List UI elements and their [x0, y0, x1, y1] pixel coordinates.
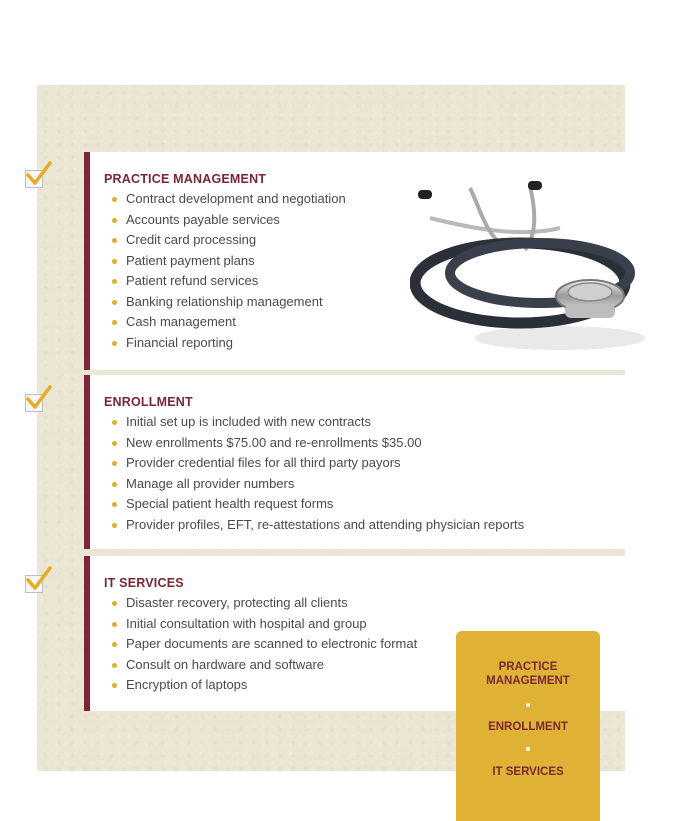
stethoscope-image: [410, 178, 650, 358]
item-list: [116, 593, 417, 696]
ear-tip: [528, 181, 542, 190]
summary-panel: [456, 631, 600, 821]
shadow: [475, 326, 645, 350]
list-item: [116, 333, 346, 354]
list-item: [116, 189, 346, 210]
list-item: [116, 453, 524, 474]
list-item: [116, 634, 417, 655]
item-text: Contract development and negotiation: [126, 191, 346, 206]
item-list: [116, 412, 524, 535]
item-text: Patient payment plans: [126, 252, 255, 268]
list-item: [116, 614, 417, 635]
bullet-icon: [112, 663, 117, 668]
diaphragm: [568, 283, 612, 301]
bullet-icon: [112, 197, 117, 202]
item-text: Patient refund services: [126, 273, 259, 288]
item-text: Consult on hardware and software: [126, 656, 325, 672]
item-text: Financial reporting: [126, 334, 233, 350]
list-item: [116, 593, 417, 614]
section-enrollment: [84, 375, 625, 549]
item-text: Manage all provider numbers: [126, 475, 295, 491]
item-text: Paper documents are scanned to electronic format: [126, 636, 418, 651]
bullet-icon: [112, 482, 117, 487]
list-item: [116, 494, 524, 515]
item-text: Accounts payable services: [126, 211, 280, 227]
list-item: [116, 412, 524, 433]
chestpiece-base: [565, 304, 615, 318]
bullet-icon: [112, 218, 117, 223]
checkmark-icon: [25, 167, 47, 189]
dot-separator: [526, 747, 530, 751]
bullet-icon: [112, 320, 117, 325]
item-text: New enrollments $75.00 and re-enrollments $35.00: [126, 434, 422, 450]
ear-tip: [418, 190, 432, 199]
item-text: Special patient health request forms: [126, 496, 334, 511]
bullet-icon: [112, 683, 117, 688]
section-title: ENROLLMENT: [104, 395, 193, 409]
item-text: Banking relationship management: [126, 293, 323, 309]
earpiece-tube: [430, 218, 560, 232]
list-item: [116, 474, 524, 495]
list-item: [116, 312, 346, 333]
panel-item-practice-management: [456, 660, 600, 688]
bullet-icon: [112, 341, 117, 346]
bullet-icon: [112, 238, 117, 243]
list-item: [116, 292, 346, 313]
panel-item-line: PRACTICE: [498, 661, 558, 673]
checkmark-glyph: [25, 160, 53, 188]
bullet-icon: [112, 502, 117, 507]
list-item: [116, 271, 346, 292]
checkmark-icon: [25, 391, 47, 413]
item-text: Provider credential files for all third party payors: [126, 455, 401, 470]
list-item: [116, 655, 417, 676]
panel-item-line: MANAGEMENT: [486, 675, 570, 687]
bullet-icon: [112, 601, 117, 606]
section-title: IT SERVICES: [104, 576, 184, 590]
bullet-icon: [112, 461, 117, 466]
checkmark-glyph: [25, 384, 53, 412]
list-item: [116, 210, 346, 231]
bullet-icon: [112, 622, 117, 627]
bullet-icon: [112, 642, 117, 647]
list-item: [116, 515, 524, 536]
checkmark-glyph: [25, 565, 53, 593]
dot-separator: [526, 703, 530, 707]
list-item: [116, 230, 346, 251]
item-text: Cash management: [126, 314, 236, 329]
item-text: Initial set up is included with new contracts: [126, 414, 371, 429]
bullet-icon: [112, 420, 117, 425]
panel-item-enrollment: ENROLLMENT: [488, 721, 568, 733]
bullet-icon: [112, 259, 117, 264]
list-item: [116, 433, 524, 454]
bullet-icon: [112, 523, 117, 528]
section-title: PRACTICE MANAGEMENT: [104, 172, 267, 186]
item-text: Credit card processing: [126, 232, 257, 247]
bullet-icon: [112, 441, 117, 446]
item-text: Initial consultation with hospital and group: [126, 615, 367, 631]
list-item: [116, 675, 417, 696]
checkmark-icon: [25, 572, 47, 594]
bullet-icon: [112, 300, 117, 305]
list-item: [116, 251, 346, 272]
item-text: Disaster recovery, protecting all clients: [126, 595, 348, 610]
item-text: Provider profiles, EFT, re-attestations and attending physician reports: [126, 516, 525, 532]
item-text: Encryption of laptops: [126, 677, 248, 692]
item-list: [116, 189, 346, 353]
bullet-icon: [112, 279, 117, 284]
panel-item-it-services: IT SERVICES: [492, 766, 564, 778]
